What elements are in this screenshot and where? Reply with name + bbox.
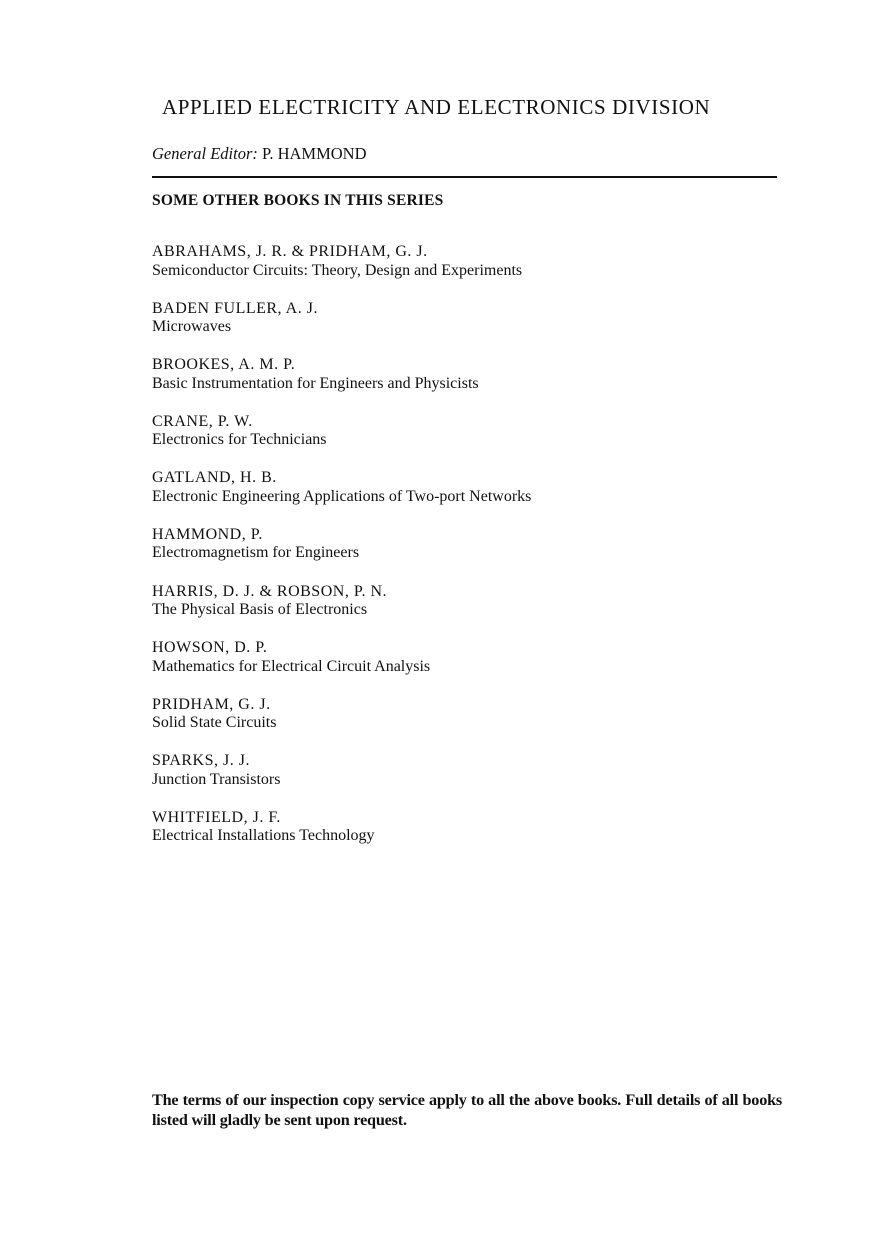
book-entry — [152, 300, 777, 357]
book-title: Electronic Engineering Applications of Two-port Networks — [152, 487, 532, 505]
book-author: BROOKES, A. M. P. — [152, 356, 296, 374]
book-entry — [152, 809, 777, 866]
series-heading: SOME OTHER BOOKS IN THIS SERIES — [152, 192, 444, 209]
book-title: Semiconductor Circuits: Theory, Design and Experiments — [152, 261, 523, 279]
editor-name: P. HAMMOND — [261, 144, 367, 163]
header-rule — [152, 176, 777, 178]
book-title: The Physical Basis of Electronics — [152, 601, 368, 619]
book-title: Solid State Circuits — [152, 714, 277, 732]
book-entry — [152, 413, 777, 470]
book-author: HARRIS, D. J. & ROBSON, P. N. — [152, 582, 387, 600]
book-author: CRANE, P. W. — [152, 412, 253, 430]
book-author: WHITFIELD, J. F. — [152, 808, 281, 826]
book-entry — [152, 696, 777, 753]
book-list — [152, 243, 777, 866]
book-title: Electronics for Technicians — [152, 431, 327, 449]
book-entry — [152, 356, 777, 413]
book-entry — [152, 526, 777, 583]
book-entry — [152, 639, 777, 696]
book-title: Microwaves — [152, 318, 232, 336]
book-author: HAMMOND, P. — [152, 525, 263, 543]
book-entry — [152, 469, 777, 526]
book-title: Junction Transistors — [152, 770, 281, 788]
division-title: APPLIED ELECTRICITY AND ELECTRONICS DIVISION — [162, 95, 711, 119]
inspection-copy-note: The terms of our inspection copy service apply to all the above books. Full details of all books listed will gladly be sent upon request. — [152, 1091, 782, 1129]
book-author: HOWSON, D. P. — [152, 639, 268, 657]
book-author: GATLAND, H. B. — [152, 469, 277, 487]
general-editor-line — [152, 144, 367, 164]
book-title: Mathematics for Electrical Circuit Analysis — [152, 657, 431, 675]
book-title: Electrical Installations Technology — [152, 827, 375, 845]
book-title: Electromagnetism for Engineers — [152, 544, 360, 562]
book-entry — [152, 243, 777, 300]
book-author: BADEN FULLER, A. J. — [152, 299, 318, 317]
editor-label: General Editor: — [152, 144, 258, 163]
book-entry — [152, 583, 777, 640]
book-author: SPARKS, J. J. — [152, 752, 250, 770]
book-entry — [152, 752, 777, 809]
book-title: Basic Instrumentation for Engineers and Physicists — [152, 374, 479, 392]
book-author: ABRAHAMS, J. R. & PRIDHAM, G. J. — [152, 243, 428, 260]
book-author: PRIDHAM, G. J. — [152, 695, 271, 713]
